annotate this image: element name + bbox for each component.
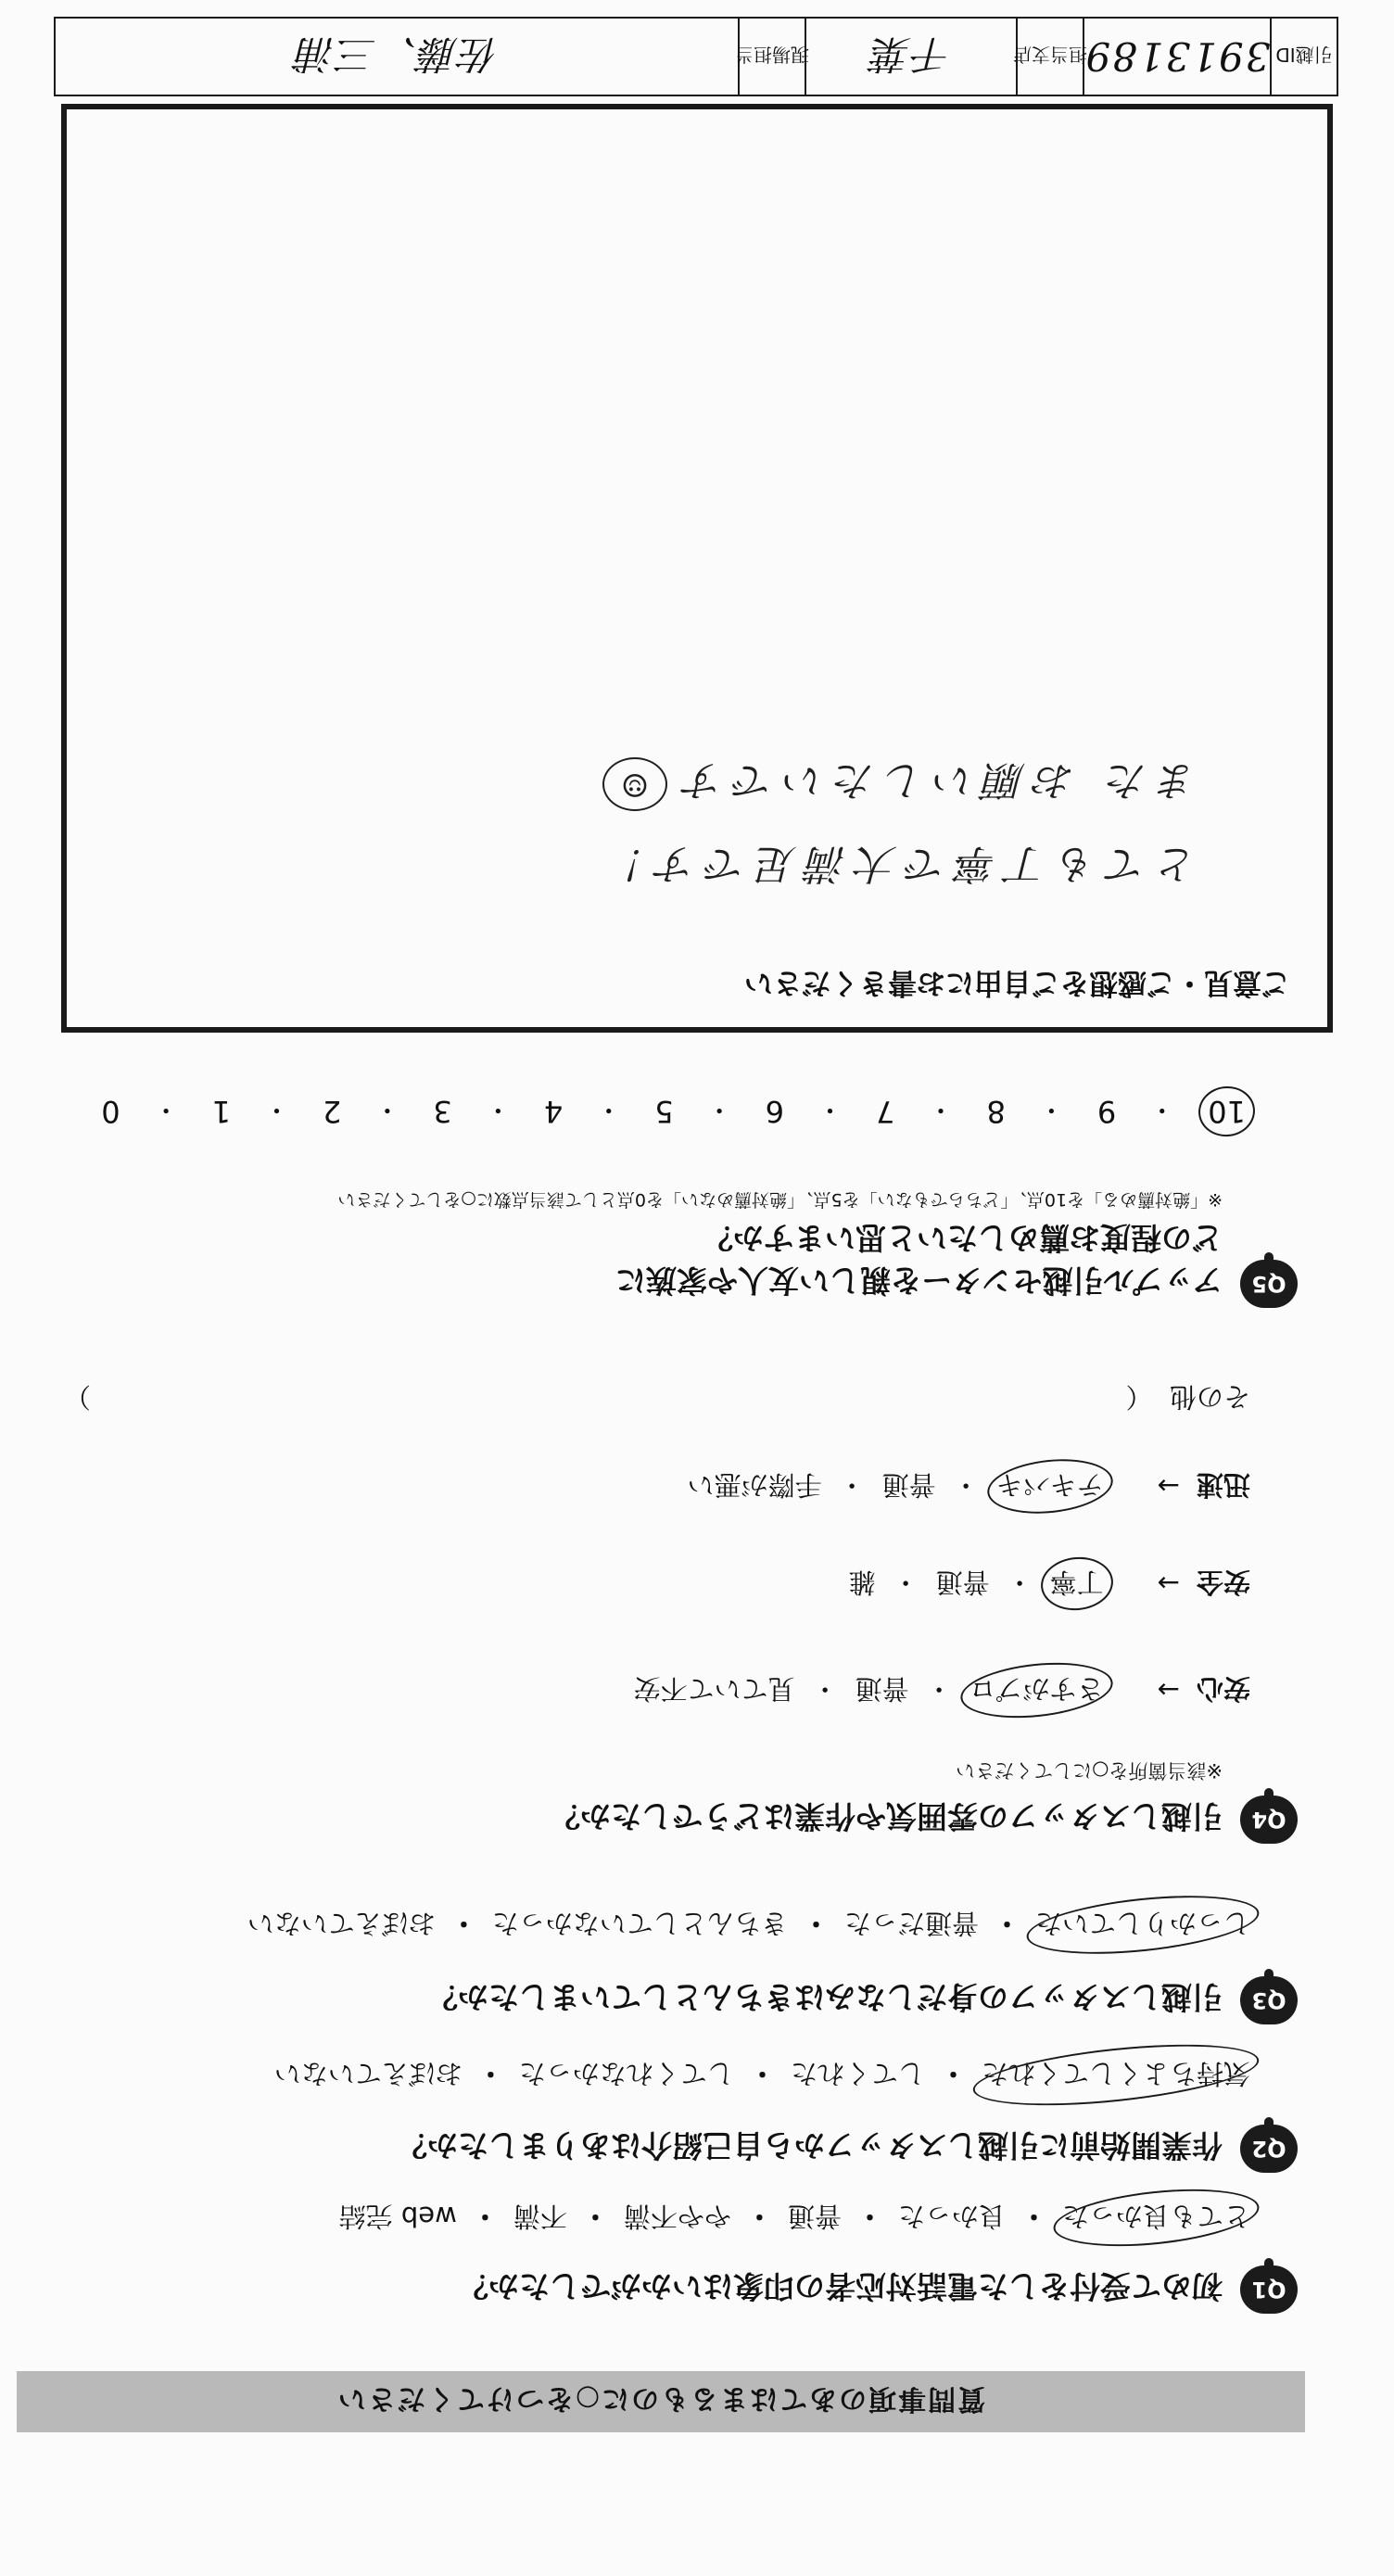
q4-option[interactable]: 手際が悪い xyxy=(687,1469,822,1501)
q5-score[interactable]: 8 xyxy=(986,1094,1006,1129)
q4-row-anzen: 安全 → 丁寧 ・ 普通 ・ 雑 xyxy=(849,1565,1250,1603)
q5-score[interactable]: 2 xyxy=(323,1094,342,1129)
arrow-icon: → xyxy=(1157,1674,1180,1707)
q5-score[interactable]: 7 xyxy=(876,1094,895,1129)
q2-option-0[interactable]: 気持ちよくしてくれた xyxy=(982,2056,1250,2094)
instruction-banner: 質問事項のあてはまるものに○をつけてください xyxy=(17,2371,1305,2432)
q2-badge: Q2 xyxy=(1240,2125,1298,2173)
q5-question-line1: アップル引越センターを親しい友人や家族に xyxy=(615,1263,1223,1299)
q2-question: 作業開始前に引越しスタッフから自己紹介はありましたか？ xyxy=(397,2127,1223,2164)
q1-option-3[interactable]: やや不満 xyxy=(623,2201,731,2232)
staff-label: 現場担当 xyxy=(738,19,805,95)
q5-score[interactable]: 10 xyxy=(1208,1094,1246,1129)
q5-score[interactable]: 9 xyxy=(1096,1094,1117,1129)
q4-badge: Q4 xyxy=(1240,1796,1298,1844)
q4-option[interactable]: 雑 xyxy=(848,1567,876,1598)
comment-title: ご意見・ご感想をご自由にお書きください xyxy=(744,966,1290,999)
q4-other-text: その他 xyxy=(1169,1381,1250,1413)
q5-score[interactable]: 6 xyxy=(765,1094,785,1129)
q4-option[interactable]: 普通 xyxy=(855,1673,909,1705)
q1-option-4[interactable]: 不満 xyxy=(513,2201,567,2232)
q4-option[interactable]: さすがプロ xyxy=(969,1671,1104,1709)
q4-row-jinsoku: 迅速 → テキパキ ・ 普通 ・ 手際が悪い xyxy=(688,1467,1250,1505)
handwritten-comment-line2-wrap xyxy=(602,755,1198,814)
q5-score[interactable]: 3 xyxy=(433,1094,452,1129)
q3-option-1[interactable]: 普通だった xyxy=(843,1908,979,1939)
q3-badge: Q3 xyxy=(1240,1976,1298,2024)
q3-option-3[interactable]: おぼえていない xyxy=(247,1908,436,1939)
q5-question-line2: どの程度お薦めしたいと思いますか？ xyxy=(703,1220,1223,1256)
q4-question: 引越しスタッフの雰囲気や作業はどうでしたか？ xyxy=(550,1798,1223,1834)
q3-option-2[interactable]: きちんとしていなかった xyxy=(491,1908,788,1939)
q4-option[interactable]: 普通 xyxy=(935,1567,990,1598)
q1-option-0[interactable]: とても良かった xyxy=(1062,2199,1250,2237)
q5-badge: Q5 xyxy=(1240,1260,1298,1308)
q4-option[interactable]: テキパキ xyxy=(996,1467,1104,1505)
info-table xyxy=(54,17,1338,96)
q2-option-2[interactable]: してくれなかった xyxy=(518,2058,734,2089)
q4-option[interactable]: 見ていて不安 xyxy=(633,1673,795,1705)
handwritten-comment-line1: とても丁寧で大満足です！ xyxy=(597,840,1198,887)
q3-option-0[interactable]: しっかりしていた xyxy=(1035,1906,1250,1944)
q5-score[interactable]: 1 xyxy=(211,1094,231,1129)
comment-box[interactable] xyxy=(61,104,1333,1033)
q2-options: 気持ちよくしてくれた ・ してくれた ・ してくれなかった ・ おぼえていない xyxy=(274,2056,1250,2094)
q4-row-label: 安心 xyxy=(1196,1673,1250,1705)
q4-other-open: （ xyxy=(1125,1381,1153,1413)
q1-option-2[interactable]: 普通 xyxy=(787,2201,842,2232)
q4-other-label xyxy=(1126,1379,1250,1417)
q3-options: しっかりしていた ・ 普通だった ・ きちんとしていなかった ・ おぼえていない xyxy=(247,1906,1250,1944)
q4-row-anshin: 安心 → さすがプロ ・ 普通 ・ 見ていて不安 xyxy=(634,1671,1250,1709)
move-id-value: 3913189 xyxy=(1083,19,1270,95)
q3-question: 引越しスタッフの身だしなみはきちんとしていましたか？ xyxy=(427,1979,1223,2015)
q2-option-1[interactable]: してくれた xyxy=(790,2058,925,2089)
q5-score[interactable]: 5 xyxy=(654,1094,674,1129)
q5-score[interactable]: 4 xyxy=(543,1094,564,1129)
q1-option-1[interactable]: 良かった xyxy=(897,2201,1006,2232)
q4-other-row xyxy=(64,1379,1250,1417)
q4-option[interactable]: 丁寧 xyxy=(1050,1565,1104,1603)
q4-other-close: ） xyxy=(64,1381,92,1413)
staff-value: 佐藤、三浦 xyxy=(295,32,500,77)
q4-option[interactable]: 普通 xyxy=(881,1469,936,1501)
q4-row-label: 安全 xyxy=(1196,1567,1250,1598)
smiley-icon: ☺ xyxy=(602,757,667,811)
branch-value: 千葉 xyxy=(805,19,1016,95)
handwritten-comment-line2: また お願いしたいです xyxy=(675,756,1198,804)
q1-badge: Q1 xyxy=(1240,2265,1298,2314)
q4-note: ※該当箇所を○にしてください xyxy=(956,1759,1223,1782)
arrow-icon: → xyxy=(1157,1567,1180,1600)
q1-options: とても良かった ・ 良かった ・ 普通 ・ やや不満 ・ 不満 ・ web 完結 xyxy=(339,2199,1250,2237)
q4-row-label: 迅速 xyxy=(1196,1469,1250,1501)
q5-note: ※「絶対薦める」を10点、「どちらでもない」を5点、「絶対薦めない」を0点として該当点数に○をしてください xyxy=(337,1189,1223,1210)
q5-score[interactable]: 0 xyxy=(101,1094,120,1129)
q2-option-3[interactable]: おぼえていない xyxy=(273,2058,463,2089)
q1-option-5[interactable]: web 完結 xyxy=(338,2201,457,2232)
q5-scale: 10 ・ 9 ・ 8 ・ 7 ・ 6 ・ 5 ・ 4 ・ 3 ・ 2 ・ 1 ・ 0 xyxy=(101,1094,1246,1129)
arrow-icon: → xyxy=(1157,1470,1180,1503)
q1-question: 初めて受付をした電話対応者の印象はいかがでしたか？ xyxy=(458,2268,1223,2304)
move-id-label: 引越ID xyxy=(1270,19,1337,95)
branch-label: 担当支店 xyxy=(1016,19,1083,95)
